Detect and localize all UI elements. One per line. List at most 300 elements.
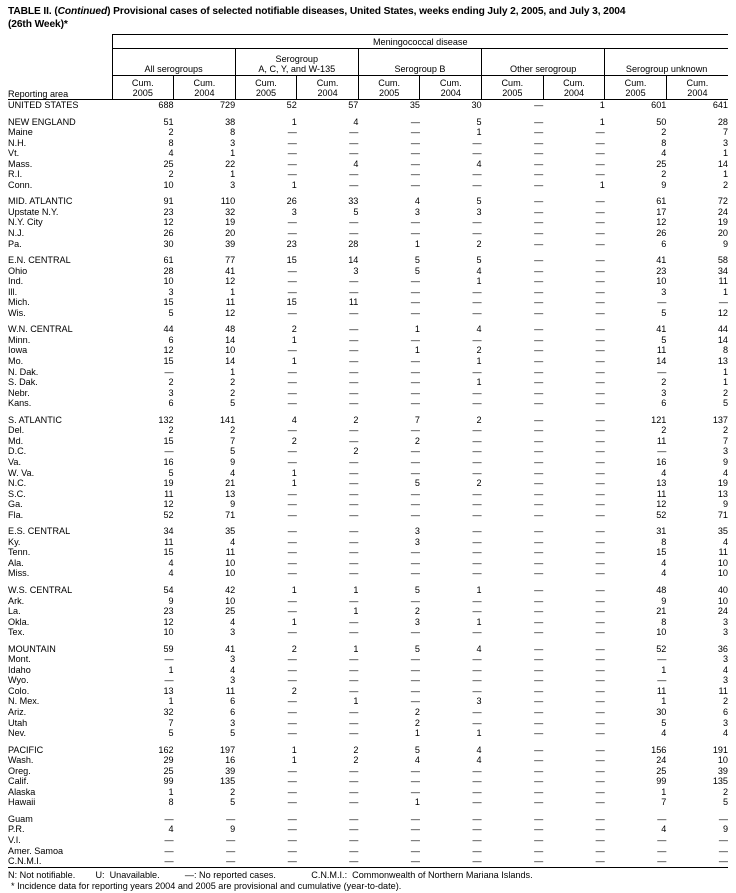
row-value-4: —	[410, 664, 420, 675]
table-row	[8, 856, 728, 867]
row-value-6: —	[534, 499, 544, 510]
row-value-7: —	[595, 595, 605, 606]
table-row	[8, 489, 728, 500]
row-value-7: —	[595, 824, 605, 835]
table-row	[8, 457, 728, 468]
table-row	[8, 345, 728, 356]
row-value-0: 1	[168, 664, 174, 675]
row-area-label: N. Dak.	[8, 366, 39, 377]
row-value-9: 3	[722, 717, 728, 728]
row-value-5: 30	[471, 100, 482, 110]
header-row-groups	[8, 49, 728, 76]
row-value-6: —	[534, 255, 544, 266]
table-row	[8, 287, 728, 298]
table-body	[8, 100, 728, 867]
row-value-1: 197	[220, 744, 236, 755]
row-value-9: 7	[722, 127, 728, 138]
row-value-6: —	[534, 706, 544, 717]
row-value-1: 8	[230, 127, 236, 138]
row-value-2: —	[287, 425, 297, 436]
row-value-6: —	[534, 755, 544, 766]
row-value-5: —	[472, 835, 482, 845]
row-value-6: —	[534, 627, 544, 638]
row-value-9: 5	[722, 797, 728, 808]
row-value-5: 4	[476, 265, 482, 276]
row-value-7: —	[595, 499, 605, 510]
row-value-3: —	[349, 286, 359, 297]
row-area-label: P.R.	[8, 824, 25, 835]
row-value-6: —	[534, 557, 544, 568]
row-value-9: 3	[722, 654, 728, 665]
row-value-2: —	[287, 547, 297, 558]
row-value-0: 9	[168, 595, 174, 606]
table-row	[8, 324, 728, 335]
row-value-9: 6	[722, 706, 728, 717]
row-value-1: 11	[225, 685, 236, 696]
row-area-label: Nebr.	[8, 387, 30, 398]
row-area-label: S. ATLANTIC	[8, 414, 62, 425]
row-value-9: —	[718, 297, 728, 308]
row-value-0: —	[164, 654, 174, 665]
row-area-label: Hawaii	[8, 797, 36, 808]
row-value-2: —	[287, 345, 297, 356]
row-value-8: 41	[656, 255, 667, 266]
header-col-8	[605, 76, 667, 100]
row-area-label: E.N. CENTRAL	[8, 255, 71, 266]
row-value-8: 7	[661, 797, 667, 808]
row-area-label: Idaho	[8, 664, 31, 675]
row-value-9: 35	[717, 526, 728, 537]
row-value-4: —	[410, 158, 420, 169]
row-value-1: 42	[225, 584, 236, 595]
row-value-1: 135	[220, 776, 236, 787]
row-value-4: 7	[414, 414, 420, 425]
row-value-3: —	[349, 509, 359, 520]
row-value-1: 41	[225, 643, 236, 654]
notifiable-diseases-table	[8, 34, 728, 867]
row-value-2: —	[287, 307, 297, 318]
header-col-0	[112, 76, 174, 100]
table-row	[8, 148, 728, 159]
row-value-5: 5	[476, 196, 482, 207]
row-value-9: 10	[717, 595, 728, 606]
row-area-label: Okla.	[8, 616, 30, 627]
row-value-6: —	[534, 196, 544, 207]
table-row	[8, 425, 728, 436]
row-value-7: —	[595, 606, 605, 617]
row-value-6: —	[534, 377, 544, 388]
row-value-2: 1	[291, 356, 297, 367]
row-value-8: 6	[661, 398, 667, 409]
year-label-0: 2005	[132, 88, 153, 99]
row-value-0: 3	[168, 387, 174, 398]
row-value-7: —	[595, 196, 605, 207]
row-value-5: 3	[476, 696, 482, 707]
row-area-label: Mass.	[8, 158, 33, 169]
row-value-0: 2	[168, 377, 174, 388]
row-area-label: Wyo.	[8, 675, 29, 686]
row-value-7: —	[595, 228, 605, 239]
row-value-4: —	[410, 675, 420, 686]
row-value-0: 8	[168, 137, 174, 148]
row-area-label: Wis.	[8, 307, 26, 318]
table-row	[8, 117, 728, 128]
row-value-8: 2	[661, 377, 667, 388]
row-value-0: 99	[163, 776, 174, 787]
row-value-6: —	[534, 238, 544, 249]
row-value-1: 2	[230, 425, 236, 436]
row-value-0: 12	[163, 499, 174, 510]
row-value-1: 20	[225, 228, 236, 239]
row-value-2: —	[287, 568, 297, 579]
header-disease-title: Meningococcal disease	[112, 35, 728, 49]
row-value-4: —	[410, 824, 420, 835]
row-value-3: 2	[353, 755, 359, 766]
row-value-7: —	[595, 696, 605, 707]
row-value-4: —	[410, 286, 420, 297]
row-value-4: —	[410, 509, 420, 520]
row-value-1: 14	[225, 334, 236, 345]
table-row	[8, 596, 728, 607]
row-value-3: 4	[353, 158, 359, 169]
row-value-7: —	[595, 706, 605, 717]
row-value-9: 14	[717, 158, 728, 169]
row-value-1: 48	[225, 324, 236, 335]
row-value-2: —	[287, 717, 297, 728]
table-row	[8, 728, 728, 739]
row-value-1: 3	[230, 675, 236, 686]
table-row	[8, 388, 728, 399]
table-row	[8, 686, 728, 697]
row-value-0: 16	[163, 456, 174, 467]
row-value-9: 2	[722, 786, 728, 797]
row-value-2: —	[287, 835, 297, 845]
year-label-7: 2004	[563, 88, 585, 99]
row-value-4: —	[410, 627, 420, 638]
row-value-3: —	[349, 425, 359, 436]
row-area-label: Mo.	[8, 356, 24, 367]
row-value-2: 2	[291, 324, 297, 335]
row-value-9: 24	[717, 206, 728, 217]
row-value-8: 8	[661, 536, 667, 547]
row-value-0: 29	[163, 755, 174, 766]
row-value-7: —	[595, 675, 605, 686]
row-value-7: —	[595, 137, 605, 148]
row-value-3: —	[349, 127, 359, 138]
row-value-9: 9	[722, 456, 728, 467]
row-area-label: N.H.	[8, 137, 27, 148]
row-value-2: 1	[291, 755, 297, 766]
row-value-0: 23	[163, 206, 174, 217]
row-value-0: —	[164, 856, 174, 867]
row-value-5: 1	[476, 377, 482, 388]
row-value-7: —	[595, 568, 605, 579]
table-row	[8, 814, 728, 825]
row-value-5: —	[472, 228, 482, 239]
row-value-6: —	[534, 509, 544, 520]
row-value-2: —	[287, 765, 297, 776]
row-value-3: —	[349, 813, 359, 824]
row-value-9: 4	[722, 728, 728, 739]
header-col-6	[482, 76, 544, 100]
row-area-label: MOUNTAIN	[8, 643, 56, 654]
row-value-2: 1	[291, 584, 297, 595]
row-area-label: V.I.	[8, 835, 21, 845]
row-value-4: 5	[414, 255, 420, 266]
row-value-9: 191	[712, 744, 728, 755]
row-value-4: 3	[414, 526, 420, 537]
row-area-label: Fla.	[8, 509, 24, 520]
row-value-9: 2	[722, 425, 728, 436]
row-value-9: 10	[717, 755, 728, 766]
row-value-6: —	[534, 595, 544, 606]
row-value-4: —	[410, 217, 420, 228]
row-value-8: —	[657, 813, 667, 824]
row-value-0: 3	[168, 286, 174, 297]
row-area-label: Ga.	[8, 499, 23, 510]
row-value-0: 15	[163, 356, 174, 367]
row-value-5: 1	[476, 127, 482, 138]
row-value-5: —	[472, 137, 482, 148]
row-value-4: —	[410, 776, 420, 787]
table-row	[8, 367, 728, 378]
row-value-2: —	[287, 856, 297, 867]
row-value-3: —	[349, 345, 359, 356]
row-value-3: —	[349, 627, 359, 638]
row-value-0: 2	[168, 127, 174, 138]
table-row	[8, 824, 728, 835]
header-col-4	[358, 76, 420, 100]
row-value-9: 2	[722, 179, 728, 190]
row-value-8: 121	[651, 414, 667, 425]
row-value-7: —	[595, 276, 605, 287]
row-value-7: —	[595, 685, 605, 696]
row-value-1: 4	[230, 664, 236, 675]
row-value-8: 4	[661, 148, 667, 159]
row-value-5: —	[472, 813, 482, 824]
row-value-2: 2	[291, 685, 297, 696]
row-value-0: 10	[163, 179, 174, 190]
header-col-9	[666, 76, 728, 100]
row-value-2: 1	[291, 334, 297, 345]
row-value-8: 2	[661, 127, 667, 138]
row-value-5: —	[472, 169, 482, 180]
row-value-5: 2	[476, 414, 482, 425]
table-row	[8, 239, 728, 250]
row-value-7: 1	[599, 116, 605, 127]
row-value-3: 2	[353, 446, 359, 457]
row-value-7: 1	[599, 100, 605, 110]
row-value-4: —	[410, 499, 420, 510]
row-value-9: 1	[722, 169, 728, 180]
row-value-6: —	[534, 797, 544, 808]
header-spacer	[8, 35, 112, 49]
header-group-acyw135	[235, 49, 358, 76]
header-group-serogroup-b	[358, 49, 481, 76]
row-area-label: Md.	[8, 435, 24, 446]
table-row	[8, 835, 728, 846]
row-value-9: 11	[718, 276, 728, 287]
row-value-1: 6	[230, 696, 236, 707]
row-value-1: 25	[225, 606, 236, 617]
row-area-label: Conn.	[8, 179, 33, 190]
row-value-2: 1	[291, 616, 297, 627]
row-value-3: 14	[348, 255, 359, 266]
row-value-7: —	[595, 728, 605, 739]
row-value-7: —	[595, 845, 605, 856]
row-value-5: —	[472, 526, 482, 537]
row-value-6: —	[534, 137, 544, 148]
row-value-1: 3	[230, 654, 236, 665]
row-value-2: —	[287, 728, 297, 739]
row-value-5: —	[472, 509, 482, 520]
table-row	[8, 675, 728, 686]
row-value-7: —	[595, 765, 605, 776]
row-value-0: —	[164, 845, 174, 856]
row-value-6: —	[534, 835, 544, 845]
row-value-5: —	[472, 786, 482, 797]
row-value-4: —	[410, 148, 420, 159]
table-row	[8, 537, 728, 548]
row-value-7: —	[595, 813, 605, 824]
row-value-0: 52	[163, 509, 174, 520]
row-value-7: —	[595, 856, 605, 867]
row-value-8: 23	[656, 265, 667, 276]
row-value-9: 3	[722, 616, 728, 627]
row-value-3: —	[349, 499, 359, 510]
row-value-4: —	[410, 835, 420, 845]
row-value-7: —	[595, 169, 605, 180]
row-value-8: 25	[656, 158, 667, 169]
row-value-1: 19	[225, 217, 236, 228]
row-area-label: Ark.	[8, 595, 25, 606]
row-value-8: 10	[656, 627, 667, 638]
row-value-0: 15	[163, 547, 174, 558]
row-value-7: —	[595, 664, 605, 675]
row-value-2: 2	[291, 643, 297, 654]
row-value-2: —	[287, 509, 297, 520]
row-value-5: —	[472, 536, 482, 547]
row-value-0: 15	[163, 435, 174, 446]
row-value-4: —	[410, 685, 420, 696]
row-area-label: W.N. CENTRAL	[8, 324, 73, 335]
row-value-0: 162	[158, 744, 174, 755]
row-value-2: —	[287, 127, 297, 138]
row-value-0: 4	[168, 568, 174, 579]
row-value-8: 8	[661, 616, 667, 627]
row-value-3: —	[349, 595, 359, 606]
row-value-4: —	[410, 568, 420, 579]
row-value-2: —	[287, 606, 297, 617]
row-value-7: —	[595, 265, 605, 276]
row-value-8: 12	[656, 217, 667, 228]
table-row	[8, 335, 728, 346]
row-value-0: 44	[163, 324, 174, 335]
title-rest: ) Provisional cases of selected notifiable diseases, United States, weeks ending July 2, 2005, and July 3, 2004	[107, 6, 626, 17]
row-value-3: 2	[353, 744, 359, 755]
row-value-1: 110	[220, 196, 236, 207]
row-value-7: —	[595, 627, 605, 638]
row-value-2: —	[287, 366, 297, 377]
table-row	[8, 787, 728, 798]
row-value-6: —	[534, 387, 544, 398]
row-value-5: —	[472, 148, 482, 159]
row-value-6: —	[534, 100, 544, 110]
cum-label-7: Cum.	[563, 77, 585, 88]
row-value-7: —	[595, 509, 605, 520]
row-value-7: —	[595, 425, 605, 436]
row-value-1: 3	[230, 627, 236, 638]
row-value-3: 28	[348, 238, 359, 249]
row-value-1: 10	[225, 345, 236, 356]
row-value-3: —	[349, 398, 359, 409]
row-value-9: 641	[712, 100, 728, 110]
row-value-5: —	[472, 824, 482, 835]
row-value-8: 21	[656, 606, 667, 617]
row-value-5: —	[472, 606, 482, 617]
row-area-label: N.Y. City	[8, 217, 43, 228]
row-value-0: 25	[163, 158, 174, 169]
row-value-2: 15	[286, 297, 297, 308]
row-value-2: —	[287, 499, 297, 510]
row-value-8: 11	[656, 345, 667, 356]
row-value-0: —	[164, 813, 174, 824]
row-area-label: S.C.	[8, 488, 26, 499]
row-value-5: —	[472, 366, 482, 377]
row-value-3: —	[349, 334, 359, 345]
row-value-4: —	[410, 654, 420, 665]
row-value-1: 4	[230, 536, 236, 547]
row-value-9: —	[718, 835, 728, 845]
row-value-0: 11	[164, 536, 174, 547]
cum-label-8: Cum.	[624, 77, 647, 88]
row-value-3: —	[349, 776, 359, 787]
row-value-5: —	[472, 467, 482, 478]
row-value-9: 58	[717, 255, 728, 266]
table-row	[8, 606, 728, 617]
row-value-6: —	[534, 169, 544, 180]
row-value-3: —	[349, 377, 359, 388]
row-value-8: 11	[656, 685, 667, 696]
table-row	[8, 356, 728, 367]
row-value-0: 28	[163, 265, 174, 276]
header-row-cum	[8, 76, 728, 100]
row-area-label: Mont.	[8, 654, 31, 665]
row-value-8: 1	[661, 664, 667, 675]
row-value-3: —	[349, 387, 359, 398]
row-value-9: —	[718, 856, 728, 867]
row-value-1: 3	[230, 137, 236, 148]
row-value-6: —	[534, 488, 544, 499]
row-value-5: —	[472, 595, 482, 606]
row-value-7: —	[595, 786, 605, 797]
row-value-4: —	[410, 116, 420, 127]
row-value-3: —	[349, 536, 359, 547]
row-area-label: N. Mex.	[8, 696, 40, 707]
row-value-7: —	[595, 307, 605, 318]
row-value-3: —	[349, 616, 359, 627]
row-value-9: 28	[717, 116, 728, 127]
row-value-0: 6	[168, 334, 174, 345]
row-value-0: 132	[158, 414, 174, 425]
row-value-9: 40	[717, 584, 728, 595]
row-value-5: —	[472, 557, 482, 568]
row-value-2: —	[287, 446, 297, 457]
cum-label-9: Cum.	[686, 77, 709, 88]
row-value-5: —	[472, 456, 482, 467]
row-value-7: —	[595, 584, 605, 595]
row-value-2: —	[287, 456, 297, 467]
